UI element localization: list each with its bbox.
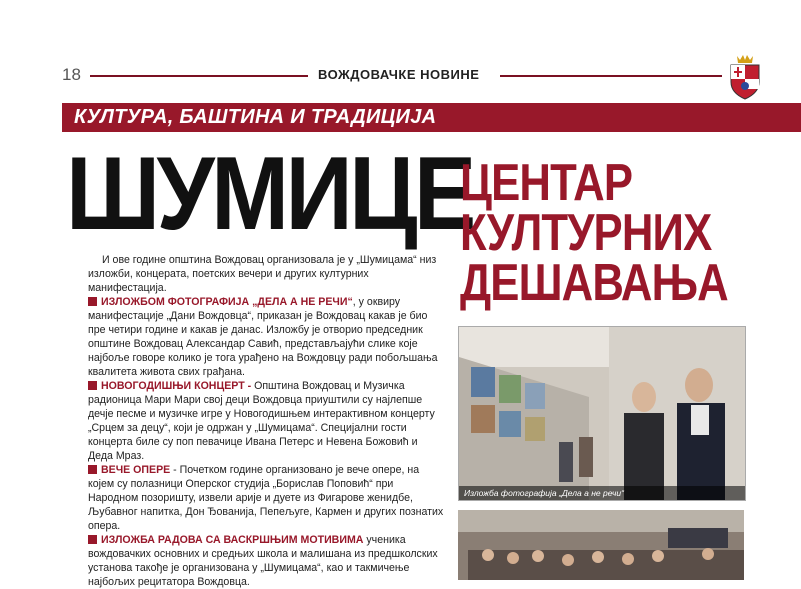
headline-sub (460, 154, 728, 312)
intro-text: И ове године општина Вождовац организовала је у „Шумицама“ низ изложби, концерата, поетских вечери и других културних манифестација. (88, 254, 437, 294)
exhibition-photo-image (459, 327, 745, 500)
page-number: 18 (62, 65, 81, 84)
bullet-square-icon (88, 535, 97, 544)
article-paragraph-4 (88, 533, 444, 589)
bullet-square-icon (88, 465, 97, 474)
event-photo (458, 510, 744, 580)
event-photo-image (458, 510, 744, 580)
photo-caption: Изложба фотографија „Дела а не речи“ (459, 486, 745, 500)
header-rule-right (500, 75, 722, 77)
headline-sub-line-3: ДЕШАВАЊА (460, 254, 728, 312)
coat-of-arms-icon (728, 54, 762, 100)
headline-sub-line-1: ЦЕНТАР (460, 154, 633, 212)
article-intro (88, 253, 444, 295)
paragraph-1-lead: ИЗЛОЖБОМ ФОТОГРАФИЈА „ДЕЛА А НЕ РЕЧИ“ (101, 296, 353, 308)
paragraph-3-body: - Почетком године организовано је вече опере, на којем су полазници Оперског студија „Борислав Поповић“ при Народном позоришту, извели арије и дуете из Фигарове женидбе, Љубавног напитка, Дон Ђованија, Пепељуге, Кармен и других познатих опера. (88, 464, 444, 532)
paragraph-2-lead: НОВОГОДИШЊИ КОНЦЕРТ - (101, 380, 252, 392)
paragraph-3-lead: ВЕЧЕ ОПЕРЕ (101, 464, 171, 476)
exhibition-photo (458, 326, 746, 501)
bullet-square-icon (88, 297, 97, 306)
paragraph-1-body: , у оквиру манифестације „Дани Вождовца“, приказан је Вождовац какав је био пре четири године и какав је данас. Изложбу је отворио председник општине Вождовац Александар Савић, представљајући слике које најбоље говоре колико је тога урађено на Вождовцу ради побољшања квалитета живота свих грађана. (88, 296, 438, 378)
article-paragraph-2 (88, 379, 444, 463)
headline-sub-line-2: КУЛТУРНИХ (460, 204, 712, 262)
article-paragraph-1 (88, 295, 444, 379)
article-body (88, 253, 444, 589)
article-paragraph-3 (88, 463, 444, 533)
bullet-square-icon (88, 381, 97, 390)
paragraph-4-lead: ИЗЛОЖБА РАДОВА СА ВАСКРШЊИМ МОТИВИМА (101, 534, 364, 546)
headline-main: ШУМИЦЕ (66, 136, 473, 252)
section-title: КУЛТУРА, БАШТИНА И ТРАДИЦИЈА (74, 106, 437, 128)
newspaper-name: ВОЖДОВАЧКЕ НОВИНЕ (318, 67, 480, 82)
header-rule-left (90, 75, 308, 77)
paragraph-2-body: Општина Вождовац и Музичка радионица Мари Мари свој деци Вождовца приуштили су најлепше дечје песме и музичке игре у Новогодишњем интерактивном концерту „Срцем за децу“, који је одржан у „Шумицама“. Специјални гости концерта биле су поп певачице Ивана Петерс и Невена Божовић и Деда Мраз. (88, 380, 435, 462)
paragraph-4-body: ученика вождовачких основних и средњих школа и малишана из предшколских установа такође је организована у „Шумицама“, као и такмичење најбољих рецитатора Вождовца. (88, 534, 438, 588)
